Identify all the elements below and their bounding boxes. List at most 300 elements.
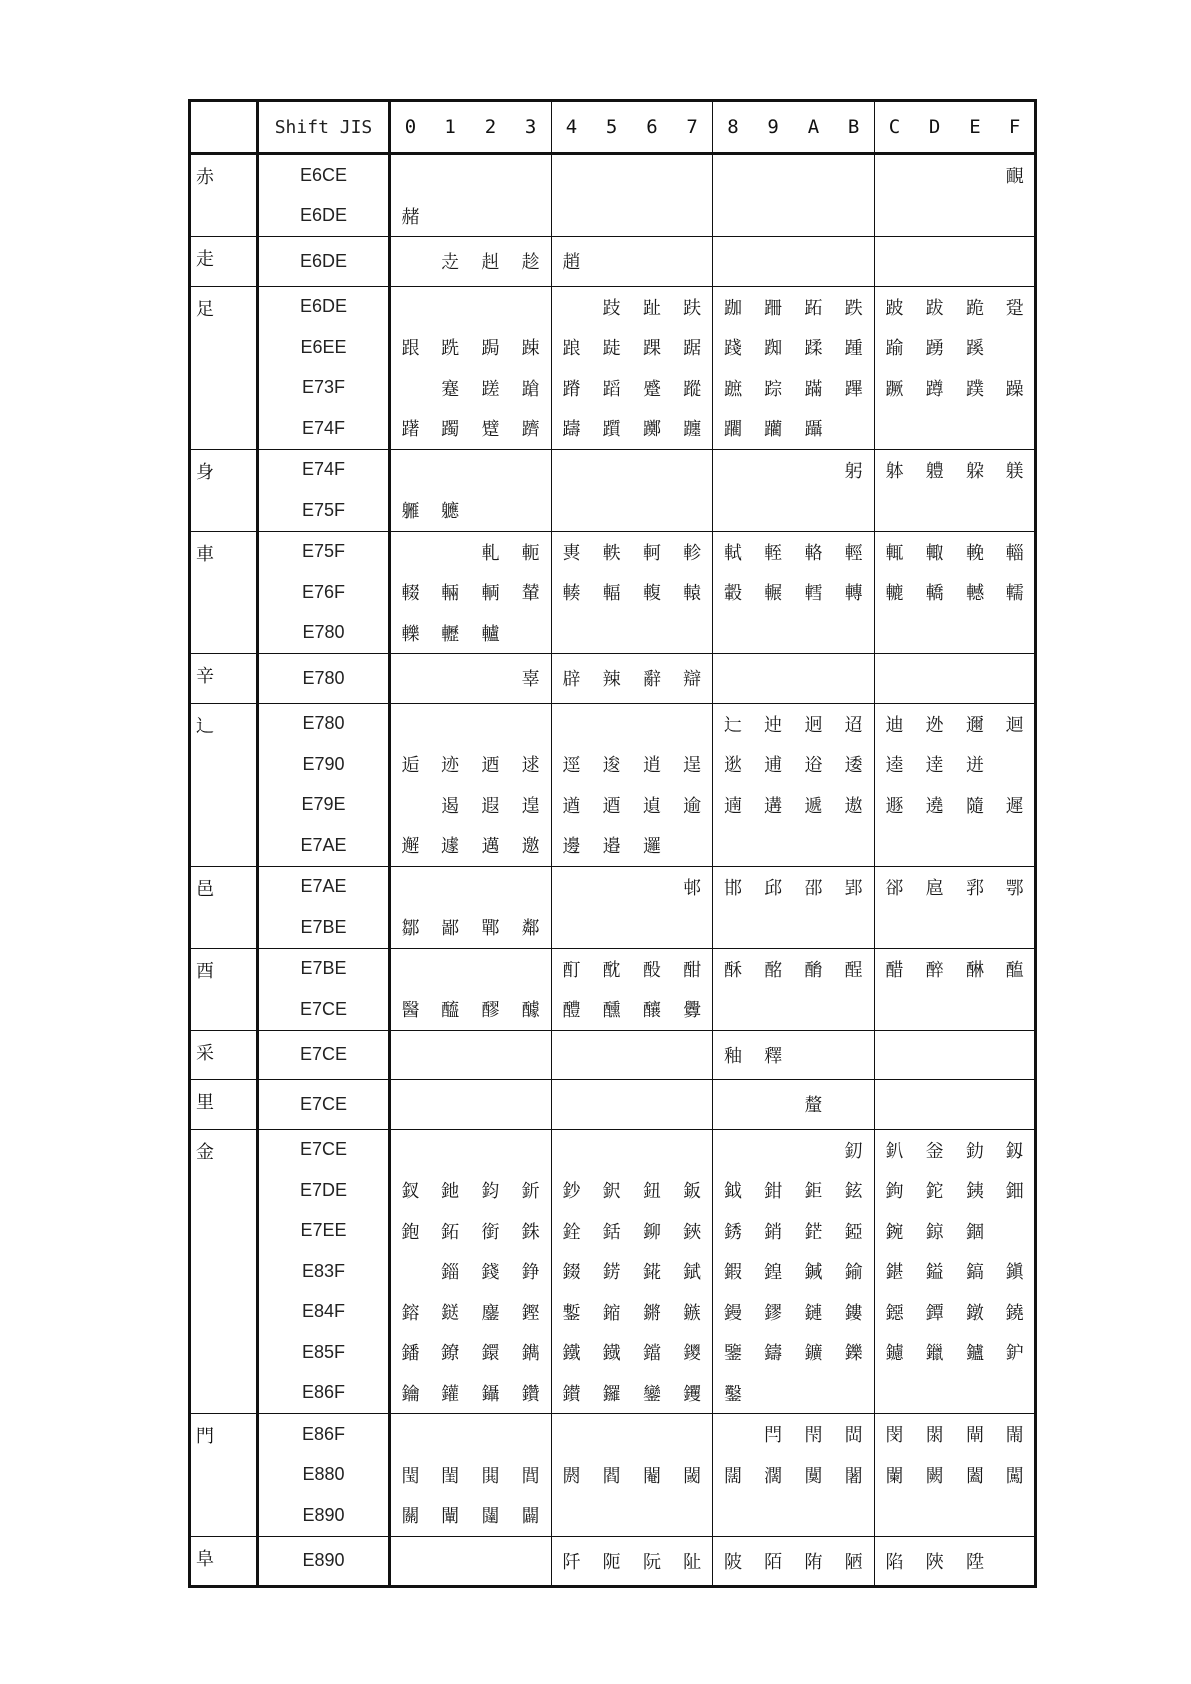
char-cell: 辯: [672, 654, 712, 704]
char-cell: 躡: [804, 419, 823, 441]
char-cell: [995, 1536, 1035, 1587]
char-cell: 踪: [764, 378, 783, 400]
char-cell: 轉: [834, 572, 874, 613]
char-cell: 鐺: [642, 1343, 661, 1365]
char-cell: [955, 154, 995, 196]
char-cell: [632, 490, 672, 531]
char-cell: 遖: [723, 795, 742, 817]
char-cell: 鎔: [401, 1302, 420, 1324]
char-cell: [591, 613, 631, 654]
char-cell: 鏐: [764, 1302, 783, 1324]
char-cell: 酥: [713, 948, 753, 989]
char-cell: [470, 490, 510, 531]
char-cell: 遒: [562, 795, 581, 817]
char-cell: [511, 154, 551, 196]
table-row: [190, 866, 1036, 907]
char-cell: 跋: [914, 286, 954, 327]
char-cell: [874, 154, 914, 196]
char-cell: 鑵: [441, 1383, 460, 1405]
char-cell: [874, 613, 914, 654]
char-cell: 蹂: [804, 338, 823, 360]
char-cell: [834, 825, 874, 866]
char-cell: [551, 703, 591, 744]
header-col-c: C: [874, 101, 914, 154]
char-cell: [672, 490, 712, 531]
char-cell: 鎭: [1005, 1262, 1024, 1284]
code-cell: E85F: [258, 1332, 390, 1373]
char-cell: [390, 1030, 430, 1080]
header-col-2: 2: [470, 101, 510, 154]
char-cell: [470, 948, 510, 989]
char-cell: 酘: [632, 948, 672, 989]
code-cell: E86F: [258, 1414, 390, 1455]
char-cell: 蹐: [562, 378, 581, 400]
char-cell: 陜: [914, 1536, 954, 1587]
char-cell: [511, 1414, 551, 1455]
radical-cell: 阜: [190, 1536, 258, 1587]
char-cell: 闃: [804, 1465, 823, 1487]
char-cell: [995, 1373, 1035, 1414]
char-cell: 蹕: [834, 368, 874, 409]
char-cell: 錺: [602, 1262, 621, 1284]
radical-cell: 身: [190, 449, 258, 531]
char-cell: 轢: [401, 623, 420, 645]
table-row: [190, 907, 1036, 948]
char-cell: 鈬: [602, 1181, 621, 1203]
char-cell: 釉: [713, 1030, 753, 1080]
char-cell: 鍼: [804, 1262, 823, 1284]
char-cell: 轎: [925, 583, 944, 605]
char-cell: 鑷: [481, 1383, 500, 1405]
char-cell: [793, 196, 833, 237]
char-cell: [551, 1414, 591, 1455]
char-cell: [672, 154, 712, 196]
char-cell: [591, 237, 631, 287]
char-cell: [995, 1030, 1035, 1080]
char-cell: 闖: [1005, 1465, 1024, 1487]
char-cell: [914, 907, 954, 948]
char-cell: [874, 237, 914, 287]
char-cell: [914, 154, 954, 196]
char-cell: [793, 449, 833, 490]
code-cell: E890: [258, 1495, 390, 1536]
char-cell: [955, 1495, 995, 1536]
table-row: [190, 368, 1036, 409]
char-cell: 踴: [925, 338, 944, 360]
char-cell: [713, 196, 753, 237]
char-cell: 輾: [764, 583, 783, 605]
char-cell: [430, 1080, 470, 1130]
char-cell: 鐓: [965, 1302, 984, 1324]
char-cell: [874, 654, 914, 704]
char-cell: [753, 154, 793, 196]
table-row: [190, 490, 1036, 531]
radical-cell: 辛: [190, 654, 258, 704]
table-row: [190, 1129, 1036, 1170]
char-cell: 陞: [955, 1536, 995, 1587]
char-cell: [713, 654, 753, 704]
code-cell: E6DE: [258, 196, 390, 237]
char-cell: [632, 1080, 672, 1130]
char-cell: 鏈: [804, 1302, 823, 1324]
char-cell: 趺: [672, 286, 712, 327]
char-cell: [551, 1129, 591, 1170]
char-cell: 赳: [470, 237, 510, 287]
char-cell: [995, 490, 1035, 531]
char-cell: [955, 1030, 995, 1080]
char-cell: 醯: [441, 1000, 460, 1022]
char-cell: [632, 703, 672, 744]
char-cell: [591, 907, 631, 948]
char-cell: 錢: [481, 1262, 500, 1284]
char-cell: [632, 866, 672, 907]
table-row: [190, 237, 1036, 287]
char-cell: 輅: [793, 531, 833, 572]
char-cell: [551, 1495, 591, 1536]
char-cell: [955, 196, 995, 237]
char-cell: [874, 825, 914, 866]
code-cell: E84F: [258, 1292, 390, 1333]
char-cell: [753, 825, 793, 866]
char-cell: [753, 989, 793, 1030]
char-cell: [793, 490, 833, 531]
char-cell: 逞: [672, 744, 712, 785]
table-row: [190, 948, 1036, 989]
char-cell: 鑪: [965, 1343, 984, 1365]
table-row: [190, 1030, 1036, 1080]
char-cell: 跫: [995, 286, 1035, 327]
char-cell: 轤: [481, 623, 500, 645]
char-cell: 逖: [723, 755, 742, 777]
code-cell: E7DE: [258, 1170, 390, 1211]
char-cell: 鋺: [885, 1221, 904, 1243]
char-cell: 蹤: [672, 368, 712, 409]
char-cell: [551, 866, 591, 907]
code-cell: E74F: [258, 408, 390, 449]
code-cell: E73F: [258, 368, 390, 409]
char-cell: [914, 654, 954, 704]
header-col-0: 0: [390, 101, 430, 154]
char-cell: [632, 154, 672, 196]
char-cell: 濶: [764, 1465, 783, 1487]
char-cell: 鏗: [511, 1292, 551, 1333]
char-cell: 軣: [551, 531, 591, 572]
char-cell: [713, 237, 753, 287]
char-cell: 閇: [793, 1414, 833, 1455]
char-cell: 逹: [925, 755, 944, 777]
char-cell: 軆: [914, 449, 954, 490]
char-cell: [713, 1414, 753, 1455]
char-cell: 跟: [401, 338, 420, 360]
char-cell: [793, 613, 833, 654]
char-cell: 輊: [753, 531, 793, 572]
header-col-f: F: [995, 101, 1035, 154]
char-cell: 閧: [481, 1465, 500, 1487]
char-cell: [753, 907, 793, 948]
char-cell: [470, 1129, 510, 1170]
code-cell: E790: [258, 744, 390, 785]
char-cell: 蹼: [965, 378, 984, 400]
radical-cell: 足: [190, 286, 258, 449]
char-cell: 酊: [551, 948, 591, 989]
code-cell: E880: [258, 1455, 390, 1496]
char-cell: [430, 154, 470, 196]
char-cell: [591, 1080, 631, 1130]
char-cell: [834, 1030, 874, 1080]
radical-cell: 邑: [190, 866, 258, 948]
char-cell: [914, 1373, 954, 1414]
char-cell: 闡: [441, 1506, 460, 1528]
char-cell: 遏: [441, 795, 460, 817]
char-cell: 鑿: [723, 1383, 742, 1405]
char-cell: 迯: [914, 703, 954, 744]
char-cell: 跂: [591, 286, 631, 327]
code-cell: E79E: [258, 785, 390, 826]
table-row: [190, 408, 1036, 449]
char-cell: 遨: [834, 785, 874, 826]
char-cell: 醴: [562, 1000, 581, 1022]
char-cell: [995, 237, 1035, 287]
char-cell: 閘: [955, 1414, 995, 1455]
char-cell: 軋: [470, 531, 510, 572]
char-cell: 遲: [1005, 795, 1024, 817]
char-cell: [551, 907, 591, 948]
char-cell: 鍖: [885, 1262, 904, 1284]
char-cell: 鋏: [672, 1211, 712, 1252]
char-cell: 迸: [965, 755, 984, 777]
char-cell: [672, 196, 712, 237]
char-cell: 閨: [441, 1465, 460, 1487]
char-cell: 逍: [642, 755, 661, 777]
char-cell: [632, 449, 672, 490]
char-cell: [430, 196, 470, 237]
char-cell: 鄰: [511, 907, 551, 948]
char-cell: [955, 408, 995, 449]
char-cell: 錙: [441, 1262, 460, 1284]
char-cell: [632, 1414, 672, 1455]
char-cell: [955, 654, 995, 704]
char-cell: 蹣: [804, 378, 823, 400]
char-cell: 鈞: [481, 1181, 500, 1203]
char-cell: [874, 408, 914, 449]
char-cell: [430, 654, 470, 704]
char-cell: 鐫: [511, 1332, 551, 1373]
table-row: [190, 744, 1036, 785]
char-cell: 鑄: [764, 1343, 783, 1365]
char-cell: 閭: [511, 1455, 551, 1496]
char-cell: 醵: [511, 989, 551, 1030]
header-col-a: A: [793, 101, 833, 154]
code-cell: E7CE: [258, 1030, 390, 1080]
table-row: [190, 327, 1036, 368]
char-cell: 郛: [955, 866, 995, 907]
char-cell: [995, 408, 1035, 449]
char-cell: [511, 449, 551, 490]
code-cell: E75F: [258, 531, 390, 572]
code-cell: E74F: [258, 449, 390, 490]
char-cell: 陷: [874, 1536, 914, 1587]
char-cell: 閹: [642, 1465, 661, 1487]
char-cell: [955, 989, 995, 1030]
char-cell: [470, 449, 510, 490]
char-cell: 鈩: [1005, 1343, 1024, 1365]
code-cell: E780: [258, 613, 390, 654]
code-cell: E86F: [258, 1373, 390, 1414]
char-cell: 鑢: [885, 1343, 904, 1365]
char-cell: 軫: [672, 531, 712, 572]
char-cell: 闌: [885, 1465, 904, 1487]
char-cell: [390, 1536, 430, 1587]
code-cell: E780: [258, 703, 390, 744]
char-cell: 軛: [511, 531, 551, 572]
char-cell: 躅: [441, 419, 460, 441]
char-cell: 閊: [834, 1414, 874, 1455]
char-cell: 醋: [874, 948, 914, 989]
char-cell: 迴: [995, 703, 1035, 744]
char-cell: 輜: [995, 531, 1035, 572]
char-cell: [390, 154, 430, 196]
char-cell: [914, 490, 954, 531]
header-col-d: D: [914, 101, 954, 154]
code-cell: E6DE: [258, 237, 390, 287]
char-cell: 躑: [642, 419, 661, 441]
char-cell: [874, 1373, 914, 1414]
char-cell: [430, 1129, 470, 1170]
char-cell: [713, 1080, 753, 1130]
char-cell: 逋: [764, 755, 783, 777]
char-cell: [874, 1080, 914, 1130]
char-cell: [834, 1080, 874, 1130]
char-cell: 跣: [441, 338, 460, 360]
char-cell: [672, 613, 712, 654]
char-cell: [511, 703, 551, 744]
char-cell: [470, 1030, 510, 1080]
char-cell: [995, 613, 1035, 654]
char-cell: 邯: [713, 866, 753, 907]
char-cell: 鑚: [562, 1383, 581, 1405]
char-cell: 阮: [632, 1536, 672, 1587]
char-cell: 釟: [874, 1129, 914, 1170]
char-cell: [713, 449, 753, 490]
char-cell: [955, 825, 995, 866]
char-cell: 遘: [764, 795, 783, 817]
char-cell: 辷: [713, 703, 753, 744]
char-cell: 逎: [602, 795, 621, 817]
char-cell: 趾: [632, 286, 672, 327]
char-cell: [753, 1129, 793, 1170]
char-cell: [834, 154, 874, 196]
char-cell: 鑁: [672, 1332, 712, 1373]
char-cell: [430, 531, 470, 572]
char-cell: [430, 449, 470, 490]
char-cell: 釐: [793, 1080, 833, 1130]
char-cell: [511, 286, 551, 327]
header-col-e: E: [955, 101, 995, 154]
char-cell: [793, 1373, 833, 1414]
char-cell: [995, 907, 1035, 948]
char-cell: 軼: [591, 531, 631, 572]
char-cell: [511, 196, 551, 237]
char-cell: [551, 1030, 591, 1080]
char-cell: 釿: [511, 1170, 551, 1211]
char-cell: 釼: [995, 1129, 1035, 1170]
char-cell: [632, 1129, 672, 1170]
char-cell: [834, 1373, 874, 1414]
char-cell: 鈿: [1005, 1181, 1024, 1203]
char-cell: [793, 154, 833, 196]
char-cell: 閂: [753, 1414, 793, 1455]
header-col-3: 3: [511, 101, 551, 154]
char-cell: [995, 825, 1035, 866]
table-row: [190, 1495, 1036, 1536]
char-cell: [753, 490, 793, 531]
table-row: [190, 785, 1036, 826]
char-cell: 鍄: [925, 1221, 944, 1243]
char-cell: [591, 703, 631, 744]
char-cell: [390, 237, 430, 287]
char-cell: [390, 286, 430, 327]
char-cell: [430, 1536, 470, 1587]
char-cell: [672, 703, 712, 744]
char-cell: 醫: [401, 1000, 420, 1022]
code-cell: E6DE: [258, 286, 390, 327]
char-cell: [470, 1414, 510, 1455]
table-row: [190, 1414, 1036, 1455]
char-cell: [713, 907, 753, 948]
char-cell: [914, 1495, 954, 1536]
code-cell: E76F: [258, 572, 390, 613]
char-cell: 鑛: [804, 1343, 823, 1365]
char-cell: 鑰: [401, 1383, 420, 1405]
table-row: [190, 1211, 1036, 1252]
char-cell: 鐚: [885, 1302, 904, 1324]
char-cell: 邏: [642, 836, 661, 858]
char-cell: [834, 989, 874, 1030]
char-cell: [551, 1080, 591, 1130]
char-cell: [753, 613, 793, 654]
char-cell: 鏃: [672, 1292, 712, 1333]
char-cell: [511, 613, 551, 654]
char-cell: 赱: [430, 237, 470, 287]
char-cell: 邂: [401, 836, 420, 858]
char-cell: 鐇: [401, 1343, 420, 1365]
char-cell: 踟: [764, 338, 783, 360]
char-cell: 踈: [511, 327, 551, 368]
char-cell: 銹: [723, 1221, 742, 1243]
table-row: [190, 286, 1036, 327]
char-cell: [632, 1495, 672, 1536]
char-cell: 鑽: [511, 1373, 551, 1414]
table-row: [190, 196, 1036, 237]
header-col-8: 8: [713, 101, 753, 154]
char-cell: [511, 1080, 551, 1130]
char-cell: [430, 1414, 470, 1455]
code-cell: E7AE: [258, 866, 390, 907]
table-row: [190, 703, 1036, 744]
char-cell: 赭: [401, 206, 420, 228]
char-cell: 邨: [672, 866, 712, 907]
char-cell: 閖: [914, 1414, 954, 1455]
char-cell: 閾: [672, 1455, 712, 1496]
char-cell: [672, 237, 712, 287]
char-cell: [430, 948, 470, 989]
table-row: [190, 1455, 1036, 1496]
char-cell: 跚: [753, 286, 793, 327]
char-cell: 釋: [753, 1030, 793, 1080]
char-cell: 醢: [995, 948, 1035, 989]
char-cell: [753, 196, 793, 237]
char-cell: 闔: [965, 1465, 984, 1487]
